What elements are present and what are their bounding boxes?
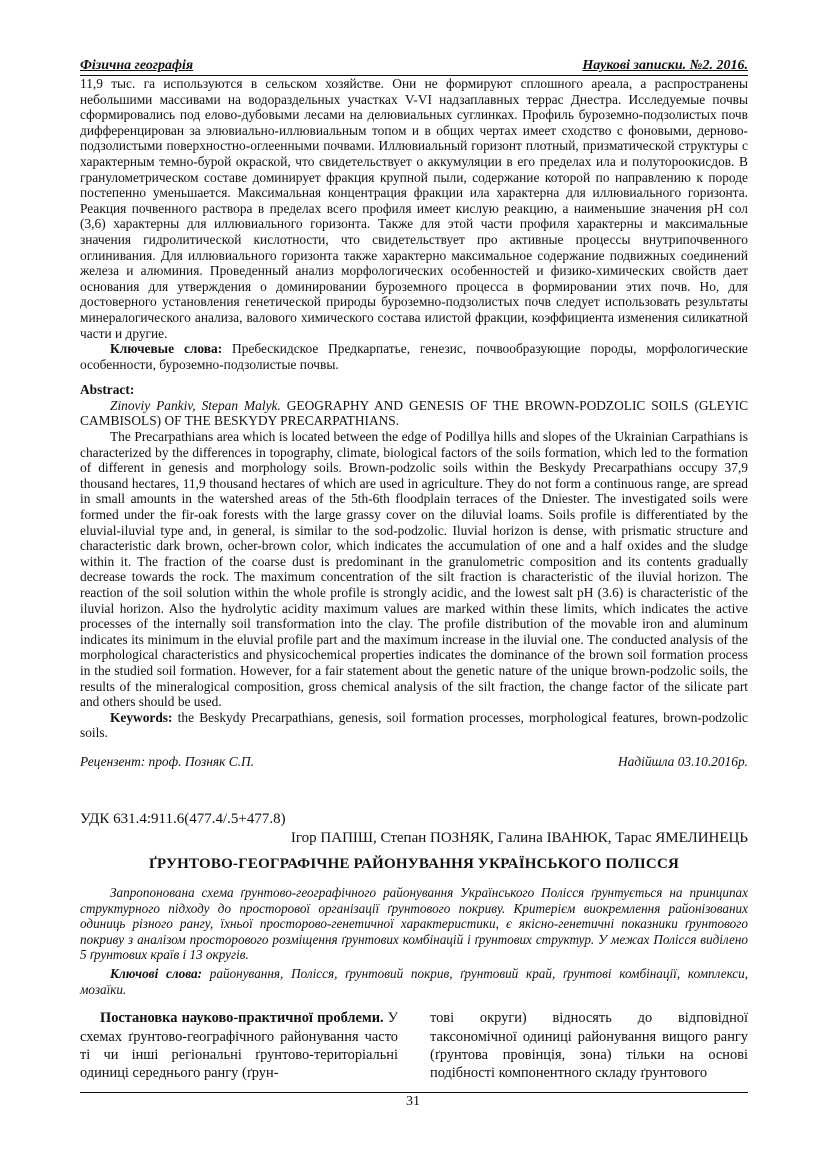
section-heading: Постановка науково-практичної проблеми. [100, 1010, 384, 1027]
article-keywords-label: Ключові слова: [110, 965, 203, 981]
russian-keywords-text: Пребескидское Предкарпатье, генезис, почвообразующие породы, морфологические особенности, буроземно-подзолистые почвы. [80, 341, 748, 372]
reviewer: Рецензент: проф. Позняк С.П. [80, 753, 255, 769]
abstract-heading [80, 398, 748, 429]
article-summary: Запропонована схема ґрунтово-географічного районування Українського Полісся ґрунтується на принципах структурного підходу до просторової організації ґрунтового покриву. Критерієм виокремлення районізованих одиниць різного рангу, їхньої просторово-генетичної характеристики, є якісно-генетичні показники ґрунтового покриву з аналізом просторового розміщення ґрунтових комбінацій і ґрунтових структур. У межах Полісся виділено 5 ґрунтових країв і 13 округів. [80, 884, 748, 963]
right-column-text: тові округи) відносять до відповідної таксономічної одиниці районування вищого рангу (ґрунтова провінція, зона) тільки на основі подібності компонентного складу ґрунтового [430, 1010, 748, 1082]
abstract-body: The Precarpathians area which is located between the edge of Podillya hills and slopes of the Ukrainian Carpathians is characterized by the differences in topography, climate, biological factors of the soils formation, which led to the formation of different in genesis and morphology soils. Brown-podzolic soils within the Beskydy Precarpathians occupy 37,9 thousand hectares, 11,9 thousand hectares of which are used in agriculture. They do not form a continuous range, are spread in small amounts in the watershed areas of the 5th-6th floodplain terraces of the Dniester. The investigated soils were formed under the fir-oak forests with the large grassy cover on the diluvial loams. Soils profile is differentiated by the eluvial-iluvial type and, in general, is similar to the sod-podzolic. Iluvial horizon is dense, with prismatic structure and characteristic dark brown, ocher-brown color, which indicates the accumulation of one and a half oxides and the sludge within it. The fraction of the coarse dust is predominant in the granulometric composition and its contents gradually decrease towards the rock. The maximum concentration of the silt fraction is characteristic of the iluvial horizon. The reaction of the soil solution within the whole profile is strongly acidic, and the lowest salt pH (3.6) is characteristic of the iluvial horizon. Also the hydrolytic acidity maximum values are marked within these limits, which indicates the active processes of the internally soil transformation into the clay. The profile distribution of the movable iron and aluminum indicates its minimum in the eluvial profile part and the maximum increase in the iluvial one. The conducted analysis of the morphological characteristics and physicochemical properties indicates the dominance of the brown soil formation process in the studied soil formation. However, for a fair statement about the genetic nature of the unique brown-podzolic soils, the results of the mineralogical composition, gross chemical analysis of the silt fraction, the change factor of the silicate part and others should be used. [80, 429, 748, 710]
left-column [80, 1009, 398, 1083]
russian-summary: 11,9 тыс. га используются в сельском хозяйстве. Они не формируют сплошного ареала, а распространены небольшими массивами на водораздельных участках V-VI надзаплавных террас Днестра. Исследуемые почвы сформировались под елово-дубовыми лесами на делювиальных суглинках. Профиль буроземно-подзолистых почв дифференцирован за элювиально-иллювиальным топом и в общих чертах имеет сходство с фоновыми, дерново-подзолистыми поверхностно-оглеенными почвами. Иллювиальный горизонт плотный, призматической структуры с характерным темно-бурой окраской, что свидетельствует о аккумуляции в его пределах ила и полутороокисдов. В гранулометрическом составе доминирует фракция крупной пыли, содержание которой по направлению к породе постепенно уменьшается. Максимальная концентрация фракции ила характерна для иллювиального горизонта. Реакция почвенного раствора в пределах всего профиля имеет кислую реакцию, а наименьшие значения pH сол (3,6) характерны для иллювиального горизонта. Также для этой части профиля характерны и максимальные значения гидролитической кислотности, что свидетельствует про активные процессы внутрипочвенного оглинивания. Для иллювиального горизонта также характерно максимальное содержание подвижных соединений железа и алюминия. Проведенный анализ морфологических особенностей и физико-химических свойств дает основания для утверждения о доминировании буроземного процесса в формировании этих почв. Но, для достоверного установления генетической природы буроземно-подзолистых почв следует использовать результаты минералогического анализа, валового химического состава илистой фракции, коэффициента изменения силикатной части и другие. [80, 76, 748, 341]
article-keywords [80, 966, 748, 997]
footer-rule [80, 1092, 748, 1093]
abstract-keywords-text: the Beskydy Precarpathians, genesis, soil formation processes, morphological features, brown-podzolic soils. [80, 709, 748, 741]
two-column-body [80, 1009, 748, 1083]
russian-keywords-label: Ключевые слова: [110, 341, 223, 357]
abstract-authors: Zinoviy Pankiv, Stepan Malyk. [110, 397, 281, 413]
running-header [80, 58, 748, 76]
received-date: Надійшла 03.10.2016р. [617, 753, 748, 769]
page-number: 31 [406, 1094, 420, 1109]
abstract-title: GEOGRAPHY AND GENESIS OF THE BROWN-PODZOLIC SOILS (GLEYIC CAMBISOLS) OF THE BESKYDY PRECARPATHIANS. [80, 397, 748, 429]
journal-page [80, 58, 748, 1083]
abstract-keywords [80, 710, 748, 741]
review-info [80, 754, 748, 770]
abstract-keywords-label: Keywords: [110, 709, 173, 725]
abstract-label: Abstract: [80, 382, 135, 398]
article-title: ҐРУНТОВО-ГЕОГРАФІЧНЕ РАЙОНУВАННЯ УКРАЇНСЬКОГО ПОЛІССЯ [148, 855, 680, 872]
left-column-body: У схемах ґрунтово-географічного районування часто ті чи інші регіональні ґрунтово-територіальні одиниці середнього рангу (ґрун- [80, 1010, 398, 1082]
russian-keywords [80, 341, 748, 372]
article-keywords-text: районування, Полісся, ґрунтовий покрив, ґрунтовий край, ґрунтові комбінації, комплекси, мозаїки. [80, 965, 748, 997]
right-column [430, 1009, 748, 1083]
header-section: Фізична географія [80, 58, 194, 73]
header-journal: Наукові записки. №2. 2016. [582, 58, 748, 73]
udc-code: УДК 631.4:911.6(477.4/.5+477.8) [80, 810, 286, 827]
article-authors: Ігор ПАПІШ, Степан ПОЗНЯК, Галина ІВАНЮК, Тарас ЯМЕЛИНЕЦЬ [290, 829, 748, 846]
left-column-text [80, 1009, 398, 1083]
